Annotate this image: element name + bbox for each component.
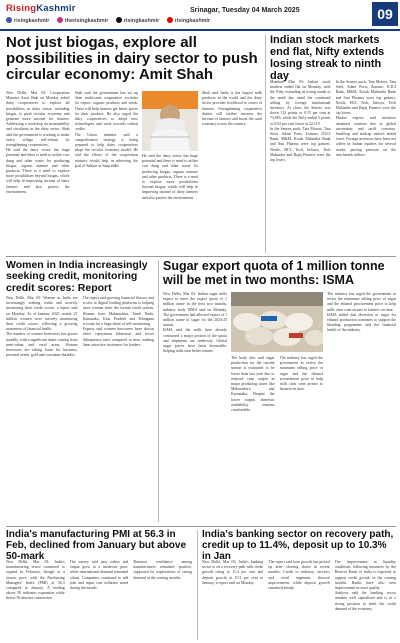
- stocks-body: [270, 80, 396, 252]
- social-handles: [6, 17, 216, 24]
- women-col-2: [83, 296, 155, 522]
- women-para: The report said growing financial literacy and access to digital lending platforms is helping more women enter the formal credit system. Women from Maharashtra, Tamil Nadu, Karnataka, Uttar Pradesh and Telangana account for a large share of self-monitoring.: [82, 296, 154, 327]
- sugar-para: The industry has urged the government to revise the minimum selling price of sugar and the ethanol procurement price to help mills clear cane arrears to farmers on time.: [327, 292, 396, 312]
- amit-shah-col-3: [202, 91, 262, 251]
- amit-shah-body-under: [142, 154, 198, 251]
- women-col-1: [6, 296, 78, 522]
- stocks-para: Market experts said investors remained cautious due to global uncertainty and tariff concerns. Smallcap and midcap indices ended lower. Foreign investors have been net sellers in Indian equities for several weeks, putting pressure on the benchmark indices.: [335, 116, 396, 157]
- amit-shah-headline: Not just biogas, explore all possibilities in dairy sector to push circular economy: Amit Shah: [6, 34, 258, 84]
- brand-accent: Kashmir: [36, 3, 76, 14]
- social-handle: risingkashmir: [14, 18, 50, 24]
- stocks-col-1: [270, 80, 331, 252]
- sugar-body-right: [327, 292, 396, 522]
- sugar-para: The industry has urged the government to revise the minimum selling price of sugar and the ethanol procurement price to help mills clear cane arrears to farmers on time.: [279, 356, 323, 392]
- women-credit-body: [6, 296, 154, 522]
- bank-credit-headline: India's banking sector on recovery path, credit up to 11.4%, deposit up to 10.3% in Jan: [202, 529, 394, 562]
- women-para: New Delhi, Mar 03: Women in India are increasingly seeking credit and actively monitoring their credit scores, a report said on Monday. As of January 2025, nearly 27 million women were actively monitoring their credit scores, reflecting a growing awareness of financial health.: [6, 296, 78, 332]
- sugar-para: New Delhi, Mar 03: Indian sugar mills expect to meet the export quota of 1 million tonne in the next two months, industry body ISMA said on Monday. The government had allowed export of 1 million tonne of sugar for the 2024-25 season.: [163, 292, 227, 328]
- brand-logo: [6, 3, 76, 14]
- sugar-sacks-photo-icon: [231, 292, 323, 352]
- column-divider: [158, 260, 159, 522]
- bank-col-3: [335, 560, 396, 640]
- section-divider: [6, 526, 396, 527]
- social-item: [57, 18, 108, 24]
- amit-shah-para: New Delhi, Mar 03: Cooperation Minister Amit Shah on Monday asked dairy cooperatives to explore all possibilities in dairy sector, including biogas, to push circular economy and generate more income for farmers. Addressing a workshop on sustainability and circularity in the dairy sector, Shah said the government is working to make every village self-reliant by strengthening cooperatives.: [6, 91, 70, 148]
- stocks-headline: Indian stock markets end flat, Nifty extends losing streak to ninth day: [270, 34, 385, 82]
- sugar-para: ISMA said the mills have already contracted a major portion of the quota and shipments are underway. Global sugar prices have been favourable, helping mills earn better returns.: [163, 328, 227, 354]
- sugar-col-2a: [231, 356, 275, 522]
- column-divider: [197, 530, 198, 640]
- amit-shah-col-4: [142, 154, 198, 251]
- social-handle: risingkashmir: [123, 18, 160, 24]
- masthead: [0, 0, 400, 31]
- stocks-para: In the Sensex pack, Tata Motors, Tata Steel, Adani Ports, Zomato, ICICI Bank, M&M, Kotak Mahindra Bank and Sun Pharma were top gainers. Nestle, HCL Tech, Infosys, Tech Mahindra and Bajaj Finance were the top losers.: [270, 126, 331, 163]
- pmi-col-1: [6, 560, 65, 640]
- section-divider: [6, 256, 396, 257]
- amit-shah-para: Shah said India is the largest milk producer in the world and the dairy sector provides livelihood to crores of farmers. Strengthening cooperative dairies will further increase the income of farmers and boost the rural economy across the country.: [202, 91, 262, 127]
- amit-shah-para: He said the dairy sector has huge potential and there is need to utilise cow dung and other waste for producing biogas, organic manure and other products. There is a need to explore more possibilities beyond biogas, which will help in improving income of dairy farmers and also protect the environment.: [6, 148, 70, 194]
- women-para: Experts said women borrowers have shown better repayment behaviour and lower delinquency rates compared to men, making them attractive customers for lenders.: [82, 327, 154, 347]
- sugar-para: The body also said sugar production for the current season is estimated to be lower than last year due to reduced cane output in major producing states like Maharashtra and Karnataka. Despite the lower output, domestic availability remains comfortable.: [231, 356, 275, 413]
- bank-col-2: [268, 560, 329, 640]
- bank-para: The improvement in liquidity conditions following measures by the Reserve Bank of India is expected to support credit growth in the coming months. Banks have also seen improvement in asset quality.: [334, 560, 396, 591]
- bank-para: New Delhi, Mar 03: India's banking sector is on a recovery path with credit growth rising to 11.4 per cent and deposit growth at 10.3 per cent in January, a report said on Monday.: [202, 560, 264, 585]
- social-item: [116, 18, 159, 24]
- women-credit-headline: Women in India increasingly seeking credit, monitoring credit scores: Report: [6, 259, 148, 294]
- stocks-para: Mumbai, Mar 03: Indian stock markets ended flat on Monday, with the Nifty extending its losing streak to the ninth day amid the continued selling by foreign institutional investors. At close, the Sensex was down 112 points or 0.15 per cent at 73,085, while the Nifty ended 5 points or 0.02 per cent lower at 22,119.: [270, 80, 331, 126]
- instagram-icon: [57, 17, 63, 23]
- pmi-headline: India's manufacturing PMI at 56.3 in Feb, declined from January but above 50-mark: [6, 529, 187, 562]
- page-number: 09: [372, 2, 398, 26]
- bank-credit-body: [202, 560, 396, 640]
- social-handle: therisingkashmir: [64, 18, 109, 24]
- stocks-col-2: [336, 80, 397, 252]
- pmi-para: Business confidence among manufacturers remained positive, supported by expectations of strong demand in the coming months.: [133, 560, 193, 580]
- social-item: [6, 18, 49, 24]
- pmi-para: The survey said new orders and output grew at a moderate pace, while international demand remained robust. Companies continued to add jobs and input cost inflation eased during the month.: [69, 560, 129, 591]
- stocks-para: In the Sensex pack, Tata Motors, Tata Steel, Adani Ports, Zomato, ICICI Bank, M&M, Kotak Mahindra Bank and Sun Pharma were top gainers. Nestle, HCL Tech, Infosys, Tech Mahindra and Bajaj Finance were the top losers.: [335, 80, 396, 116]
- amit-shah-body: [6, 91, 138, 251]
- social-item: [167, 18, 210, 24]
- sugar-col-3: [327, 292, 396, 522]
- sugar-body-under: [231, 356, 323, 522]
- bank-col-1: [202, 560, 263, 640]
- column-divider: [265, 35, 266, 253]
- person-photo-icon: [142, 91, 198, 151]
- amit-shah-body-right: [202, 91, 262, 251]
- youtube-icon: [167, 17, 173, 23]
- amit-shah-para: The Union minister said a comprehensive strategy is being prepared to help dairy cooperatives adopt the circular economy model. He said the efforts of the cooperation ministry would help in achieving the goal of Sahkar se Samriddhi.: [74, 132, 138, 168]
- sugar-para: ISMA added that diversion of sugar for ethanol production continues to support the blending programme and the financial health of the industry.: [327, 312, 396, 333]
- sugar-col-1: [163, 292, 227, 522]
- amit-shah-para: He said the dairy sector has huge potential and there is need to utilise cow dung and other waste for producing biogas, organic manure and other products. There is a need to explore more possibilities beyond biogas, which will help in improving income of dairy farmers and also protect the environment.: [142, 154, 198, 200]
- pmi-col-3: [133, 560, 192, 640]
- women-para: The number of women borrowers has grown steadily, with a significant share coming from semi-urban and rural areas. Women borrowers are taking loans for business, personal needs, gold and consumer durables.: [6, 332, 78, 358]
- social-handle: risingkashmir: [174, 18, 211, 24]
- masthead-rule: [0, 29, 400, 31]
- bank-para: Analysts said the banking sector remains well capitalised and is in a strong position to meet the credit demand of the economy.: [334, 591, 396, 611]
- pmi-col-2: [70, 560, 129, 640]
- bank-para: The report said loan growth has picked up after slowing down in recent months. Credit to industry, services and retail segments showed improvement, while deposit growth remained steady.: [268, 560, 330, 591]
- x-icon: [116, 17, 122, 23]
- sugar-headline: Sugar export quota of 1 million tonne will be met in two months: ISMA: [163, 259, 385, 287]
- dateline: Srinagar, Tuesday 04 March 2025: [190, 7, 300, 14]
- amit-shah-photo: [142, 91, 198, 151]
- brand-main: Rising: [6, 3, 37, 14]
- pmi-para: New Delhi, Mar 03: India's manufacturing sector continued to expand in February, though at a slower pace, with the Purchasing Managers' Index (PMI) at 56.3 compared to January. A reading above 50 indicates expansion while below 50 denotes contraction.: [6, 560, 65, 601]
- sugar-col-2b: [280, 356, 324, 522]
- pmi-body: [6, 560, 192, 640]
- amit-shah-col-1: [6, 91, 70, 251]
- sugar-body: [163, 292, 227, 522]
- sugar-photo: [231, 292, 323, 352]
- amit-shah-para: Shah said the government has set up three multi-state cooperative societies for export, organic products and seeds. These will help farmers get better prices for their produce. He also urged the dairy cooperatives to adopt new technologies and work towards carbon credits.: [74, 91, 138, 132]
- amit-shah-col-2: [75, 91, 139, 251]
- facebook-icon: [6, 17, 12, 23]
